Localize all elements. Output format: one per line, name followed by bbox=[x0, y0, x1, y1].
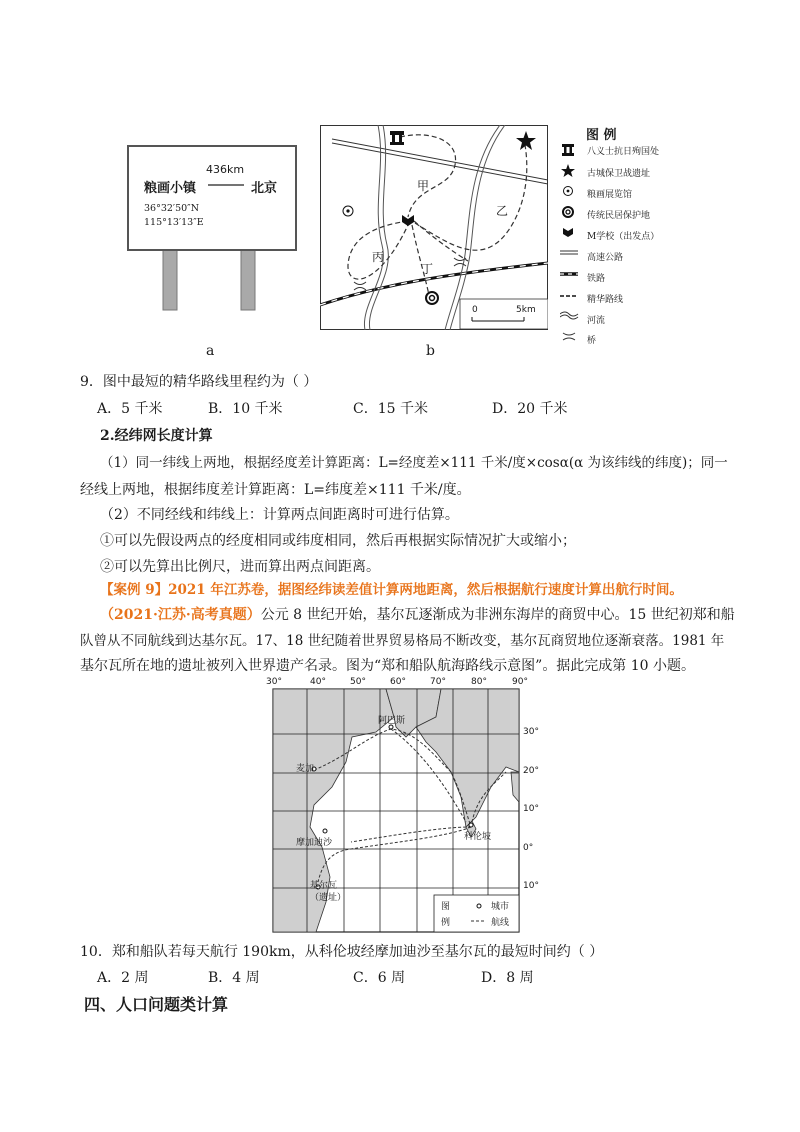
figure-b-legend bbox=[560, 124, 700, 346]
legend-item-2: 粮画展览馆 bbox=[587, 190, 633, 200]
mogadishu-dot bbox=[323, 829, 327, 833]
label-ding: 丁 bbox=[421, 262, 434, 276]
figure-b-caption: b bbox=[426, 343, 435, 359]
city-label-ruins: （遗址） bbox=[310, 893, 347, 903]
legend-title: 图 例 bbox=[586, 128, 617, 143]
lat-label-20n: 20° bbox=[523, 766, 539, 776]
case9-line1 bbox=[100, 605, 735, 625]
case9-line2: 队曾从不同航线到达基尔瓦。17、18 世纪随着世界贸易格局不断改变，基尔瓦商贸地位逐渐衰落。1981 年 bbox=[80, 633, 725, 649]
legend-item-5: 高速公路 bbox=[587, 253, 624, 263]
colombo-dot bbox=[469, 823, 473, 827]
q10-stem: 10．郑和船队若每天航行 190km，从科伦坡经摩加迪沙至基尔瓦的最短时间约（ ） bbox=[80, 944, 604, 960]
city-label-abbas: 阿巴斯 bbox=[378, 716, 406, 726]
lon-label-60: 60° bbox=[390, 677, 406, 687]
sign-origin: 粮画小镇 bbox=[144, 181, 197, 196]
legend-city-icon bbox=[477, 904, 481, 908]
q9-option-d: D．20 千米 bbox=[492, 401, 568, 417]
map-legend-city: 城市 bbox=[491, 902, 510, 912]
q9-option-a: A．5 千米 bbox=[97, 401, 163, 417]
zhenghe-map bbox=[266, 677, 556, 935]
city-label-kilwa: 基尔瓦 bbox=[310, 881, 338, 891]
legend-expressway-icon bbox=[560, 251, 578, 254]
city-label-mecca: 麦加 bbox=[296, 764, 315, 774]
sign-longitude: 115°13′13″E bbox=[144, 217, 204, 228]
legend-item-1: 古城保卫战遗址 bbox=[587, 169, 651, 179]
sign-latitude: 36°32′50″N bbox=[144, 203, 200, 214]
q10-option-c: C．6 周 bbox=[353, 970, 406, 986]
section2-p2: （2）不同经线和纬线上：计算两点间距离时可进行估算。 bbox=[100, 507, 459, 523]
label-yi: 乙 bbox=[496, 204, 509, 218]
lat-label-0: 0° bbox=[523, 843, 534, 853]
label-jia: 甲 bbox=[417, 179, 430, 193]
q9-stem: 9．图中最短的精华路线里程约为（ ） bbox=[80, 374, 318, 390]
case9-line1-text: 公元 8 世纪开始，基尔瓦逐渐成为非洲东海岸的商贸中心。15 世纪初郑和船 bbox=[260, 607, 735, 623]
section4-heading: 四、人口问题类计算 bbox=[84, 995, 229, 1014]
legend-river-icon bbox=[560, 312, 578, 319]
lat-label-30n: 30° bbox=[523, 727, 539, 737]
lat-label-10s: 10° bbox=[523, 881, 539, 891]
legend-item-3: 传统民居保护地 bbox=[587, 211, 651, 221]
scale-five: 5km bbox=[516, 305, 536, 315]
legend-martyrs-icon bbox=[562, 144, 574, 156]
lon-label-50: 50° bbox=[350, 677, 366, 687]
map-legend-route: 航线 bbox=[491, 918, 510, 928]
section2-heading: 2.经纬网长度计算 bbox=[100, 428, 213, 444]
lat-label-10n: 10° bbox=[523, 804, 539, 814]
q9-option-c: C．15 千米 bbox=[353, 401, 428, 417]
figure-a-caption: a bbox=[206, 343, 215, 359]
section2-p1-line1: （1）同一纬线上两地，根据经度差计算距离：L=经度差×111 千米/度×cosα(α 为该纬线的纬度)；同一 bbox=[100, 455, 728, 471]
legend-school-icon bbox=[563, 228, 573, 237]
legend-hall-icon bbox=[564, 187, 573, 196]
sign-destination: 北京 bbox=[251, 181, 278, 196]
exhibition-hall-icon bbox=[343, 206, 353, 216]
label-bing: 丙 bbox=[372, 250, 385, 264]
lon-label-90: 90° bbox=[512, 677, 528, 687]
map-legend-tu: 图 bbox=[441, 902, 451, 912]
legend-item-0: 八义士抗日殉国处 bbox=[587, 147, 660, 157]
city-label-colombo: 科伦坡 bbox=[464, 832, 492, 842]
legend-folk-house-icon bbox=[563, 207, 573, 217]
section2-p3: ①可以先假设两点的经度相同或纬度相同，然后再根据实际情况扩大或缩小； bbox=[100, 533, 576, 549]
sign-distance: 436km bbox=[206, 163, 245, 176]
case9-source: （2021·江苏·高考真题） bbox=[100, 607, 261, 623]
legend-bridge-icon bbox=[563, 333, 575, 340]
legend-item-7: 精华路线 bbox=[587, 295, 624, 305]
map-legend-li: 例 bbox=[441, 918, 451, 928]
lon-label-30: 30° bbox=[266, 677, 282, 687]
q10-option-b: B．4 周 bbox=[208, 970, 260, 986]
section2-p1-line2: 经线上两地，根据纬度差计算距离：L=纬度差×111 千米/度。 bbox=[80, 482, 471, 498]
lon-label-40: 40° bbox=[310, 677, 326, 687]
scale-zero: 0 bbox=[472, 305, 478, 315]
figure-a bbox=[118, 140, 318, 315]
q10-option-a: A．2 周 bbox=[97, 970, 149, 986]
case9-title: 【案例 9】2021 年江苏卷，据图经纬读差值计算两地距离，然后根据航行速度计算出航行时间。 bbox=[100, 582, 683, 598]
legend-item-4: M学校（出发点） bbox=[587, 232, 660, 242]
figure-b-map bbox=[320, 125, 548, 330]
q9-option-b: B．10 千米 bbox=[208, 401, 283, 417]
folk-house-icon bbox=[426, 292, 438, 304]
city-label-mogadishu: 摩加迪沙 bbox=[296, 838, 333, 848]
case9-line3: 基尔瓦所在地的遗址被列入世界遗产名录。图为“郑和船队航海路线示意图”。据此完成第 10 小题。 bbox=[80, 658, 696, 674]
legend-item-9: 桥 bbox=[587, 336, 597, 346]
legend-item-6: 铁路 bbox=[587, 274, 606, 284]
lon-label-70: 70° bbox=[430, 677, 446, 687]
q10-option-d: D．8 周 bbox=[481, 970, 534, 986]
section2-p4: ②可以先算出比例尺，进而算出两点间距离。 bbox=[100, 559, 380, 575]
legend-item-8: 河流 bbox=[587, 316, 606, 326]
lon-label-80: 80° bbox=[471, 677, 487, 687]
legend-star-icon bbox=[561, 164, 575, 177]
